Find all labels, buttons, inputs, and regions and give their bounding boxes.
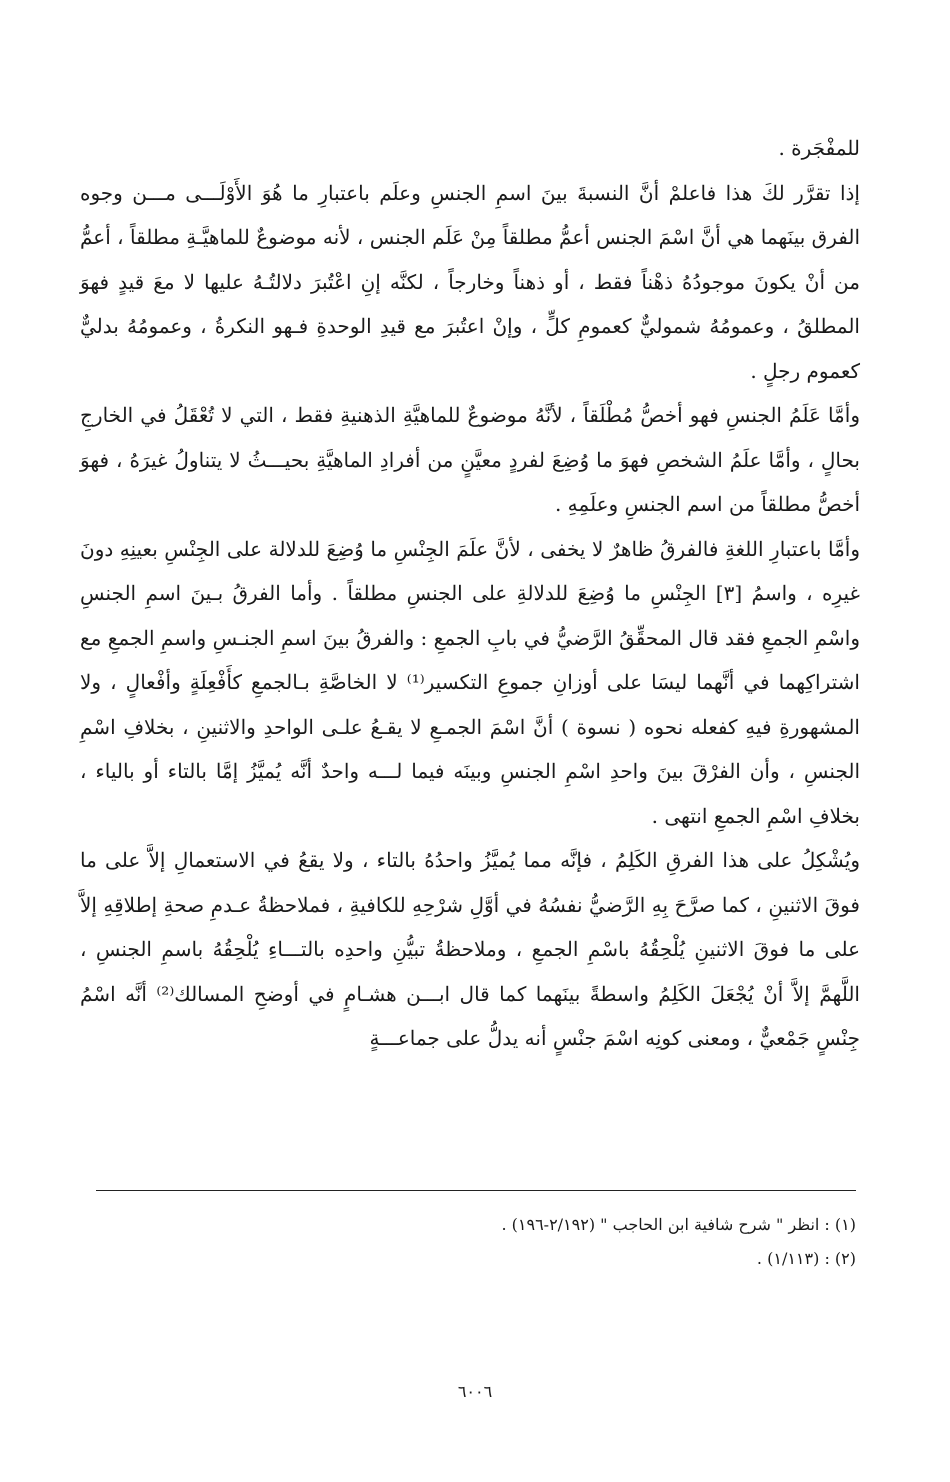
paragraph-3: وأمَّا عَلَمُ الجنسِ فهو أخصُّ مُطْلَقاً ، لأنَّهُ موضوعٌ للماهيَّةِ الذهنيةِ فقط ، التي لا تُعْقَلُ في الخارجِ بحالٍ ، وأمَّا علَمُ الشخصِ فهوَ ما وُضِعَ لفردٍ معيَّنٍ من أفرادِ الماهيَّةِ بحيـــثُ لا يتناولُ غيرَهُ ، فهوَ أخصُّ مطلقاً من اسم الجنسِ وعلَمِهِ . bbox=[80, 403, 860, 516]
footnote-1: (١) : انظر " شرح شافية ابن الحاجب " (٢/١٩٢-١٩٦) . bbox=[501, 1215, 856, 1234]
footnotes bbox=[96, 1208, 856, 1276]
footnote-2: (٢) : (١/١١٣) . bbox=[756, 1249, 856, 1268]
paragraph-1: للمفْجَرة . bbox=[778, 136, 860, 160]
footnote-divider bbox=[96, 1190, 856, 1191]
paragraph-5: ويُشْكِلُ على هذا الفرقِ الكَلِمُ ، فإنَّه مما يُميَّزُ واحدُهُ بالتاء ، ولا يقعُ في الاستعمالِ إلاَّ على ما فوقَ الاثنينِ ، كما صرَّحَ بِهِ الرَّضيُّ نفسُهُ في أوَّلِ شرْحِهِ للكافيةِ ، فملاحظةُ عـدمِ صحةِ إطلاقِهِ إلاَّ على ما فوقَ الاثنينِ يُلْحِقُهُ باسْمِ الجمعِ ، وملاحظةُ تبيُّنِ واحدِه بالتـــاءِ يُلْحِقُهُ باسمِ الجنسِ ، اللَّهمَّ إلاَّ أنْ يُجْعَلَ الكَلِمُ واسطةً بينَهما كما قال ابـــن هشـامٍ في أوضحِ المسالك⁽²⁾ أنَّه اسْمُ جِنْسٍ جَمْعيٌّ ، ومعنى كونِه اسْمَ جنْسٍ أنه يدلُّ على جماعـــةٍ bbox=[80, 848, 860, 1050]
paragraph-2: إذا تقرَّر لكَ هذا فاعلمْ أنَّ النسبةَ بينَ اسمِ الجنسِ وعلَم باعتبارِ ما هُوَ الأَوْلَـــى مـــن وجوه الفرق بينَهما هي أنَّ اسْمَ الجنس أعمُّ مطلقاً مِنْ عَلَم الجنس ، لأنه موضوعٌ للماهيَّـةِ مطلقاً ، أعمُّ من أنْ يكونَ موجودُهُ ذهْناً فقط ، أو ذهناً وخارجاً ، لكنَّه إنِ اعْتُبرَ دلالتُـهُ عليها لا معَ قيدٍ فهوَ المطلقُ ، وعمومُهُ شموليٌّ كعمومِ كلٍّ ، وإنْ اعتُبرَ مع قيدِ الوحدةِ فـهو النكرةُ ، وعمومُهُ بدليٌّ كعموم رجلٍ . bbox=[80, 180, 860, 383]
paragraph-4: وأمَّا باعتبارِ اللغةِ فالفرقُ ظاهرٌ لا يخفى ، لأنَّ علَمَ الجِنْسِ ما وُضِعَ للدلالة على الجِنْسِ بعينِهِ دونَ غيرِه ، واسمُ [٣] الجِنْسِ ما وُضِعَ للدلالةِ على الجنسِ مطلقاً . وأما الفرقُ بـينَ اسمِ الجنسِ واسْمِ الجمعِ فقد قال المحقِّقُ الرَّضيُّ في بابِ الجمعِ : والفرقُ بينَ اسمِ الجنـسِ واسمِ الجمعِ مع اشتراكِهما في أنَّهما ليسَا على أوزانِ جموعِ التكسير⁽¹⁾ لا الخاصَّةِ بـالجمعِ كأَفْعِلَةٍ وأفْعالٍ ، ولا المشهورةِ فيهِ كفعله نحوه ( نسوة ) أنَّ اسْمَ الجمـعِ لا يقـعُ علـى الواحدِ والاثنينِ ، بخلافِ اسْمِ الجنسِ ، وأن الفرْقَ بينَ واحدِ اسْمِ الجنسِ وبينَه فيما لـــه واحدٌ أنَّه يُميَّزُ إمَّا بالتاء أو بالياء ، بخلافِ اسْمِ الجمعِ انتهى . bbox=[80, 536, 860, 828]
main-text bbox=[80, 126, 860, 1061]
page-number: ٦٠٠٦ bbox=[457, 1382, 493, 1401]
